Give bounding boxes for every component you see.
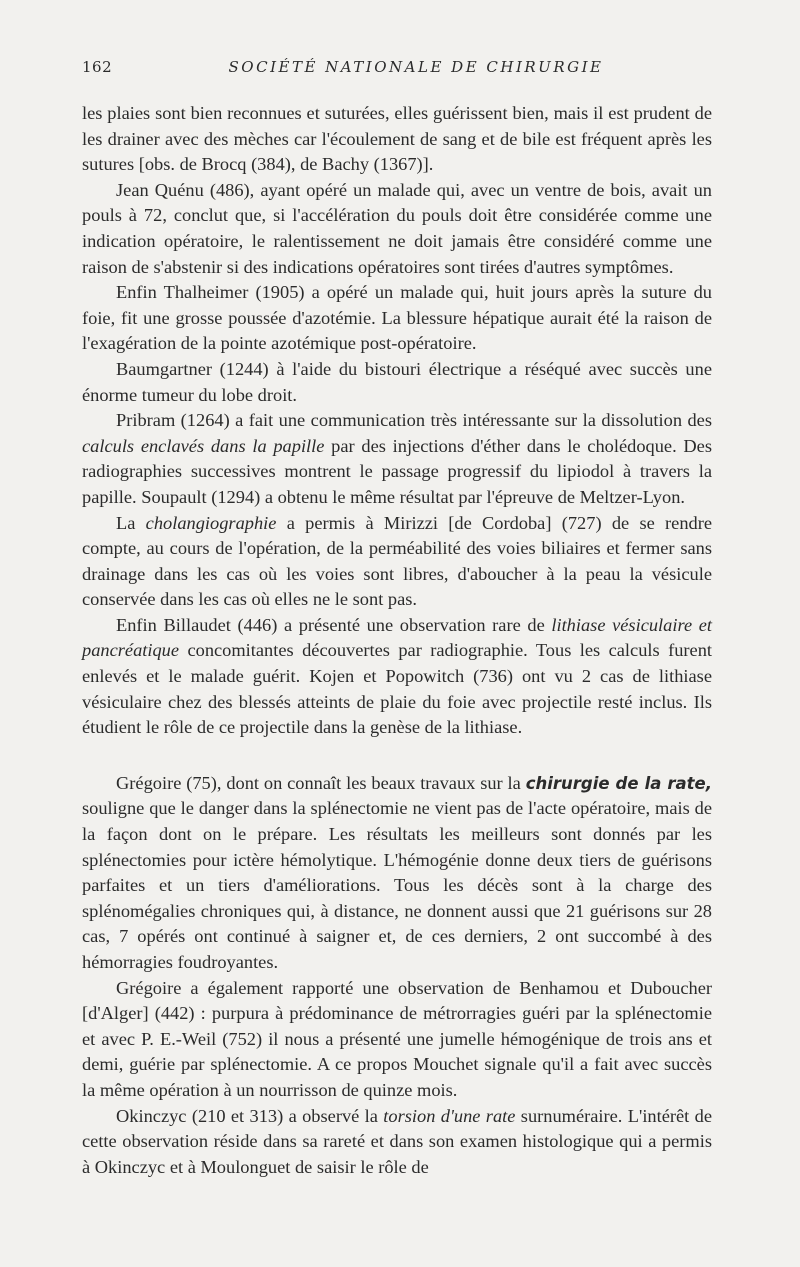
paragraph: Jean Quénu (486), ayant opéré un malade qui, avec un ventre de bois, avait un pouls à 72, conclut que, si l'accélération du pouls doit être considérée comme une indication opératoire, le ralentissement ne doit jamais être considéré comme une raison de s'abstenir si des indications opératoires sont tirées d'autres symptômes. — [82, 179, 712, 277]
paragraph: Baumgartner (1244) à l'aide du bistouri électrique a réséqué avec succès une énorme tumeur du lobe droit. — [82, 358, 712, 405]
running-header — [82, 58, 710, 76]
section-keyword: chirurgie de la rate, — [525, 773, 712, 793]
paragraph: Enfin Thalheimer (1905) a opéré un malade qui, huit jours après la suture du foie, fit une grosse poussée d'azotémie. La blessure hépatique aurait été la raison de l'exagération de la pointe azotémique post-opératoire. — [82, 282, 712, 354]
body-text — [82, 101, 712, 1180]
italic-term: calculs enclavés dans la papille — [82, 435, 325, 456]
paragraph: Grégoire a également rapporté une observation de Benhamou et Duboucher [d'Alger] (442) : purpura à prédominance de métrorragies guéri par la splénectomie et avec P. E.-Weil (752) il nous a présenté une jumelle hémogénique de trois ans et demi, guérie par splénectomie. A ce propos Mouchet signale qu'il a fait avec succès la même opération à un nourrisson de quinze mois. — [82, 977, 712, 1100]
italic-term: lithiase vésiculaire et pancréatique — [82, 614, 712, 661]
italic-term: cholangiographie — [145, 512, 277, 533]
paragraph: Pribram (1264) a fait une communication très intéressante sur la dissolution des calculs enclavés dans la papille par des injections d'éther dans le cholédoque. Des radiographies successives montrent le passage progressif du lipiodol à travers la papille. Soupault (1294) a obtenu le même résultat par l'épreuve de Meltzer-Lyon. — [82, 410, 713, 507]
running-title: SOCIÉTÉ NATIONALE DE CHIRURGIE — [228, 58, 604, 76]
paragraph: Enfin Billaudet (446) a présenté une observation rare de lithiase vésiculaire et pancréatique concomitantes découvertes par radiographie. Tous les calculs furent enlevés et le malade guérit. Kojen et Popowitch (736) ont vu 2 cas de lithiase vésiculaire chez des blessés atteints de plaie du foie avec projectile resté inclus. Ils étudient le rôle de ce projectile dans la genèse de la lithiase. — [82, 614, 712, 738]
page-number: 162 — [82, 58, 113, 76]
paragraph: La cholangiographie a permis à Mirizzi [de Cordoba] (727) de se rendre compte, au cours de l'opération, de la perméabilité des voies biliaires et fermer sans drainage dans les cas où les voies sont libres, d'aboucher à la peau la vésicule conservée dans les cas où elles ne le sont pas. — [82, 512, 713, 610]
paragraph: les plaies sont bien reconnues et suturées, elles guérissent bien, mais il est prudent de les drainer avec des mèches car l'écoulement de sang et de bile est fréquent après les sutures [obs. de Brocq (384), de Bachy (1367)]. — [82, 103, 712, 175]
paragraph: Grégoire (75), dont on connaît les beaux travaux sur la chirurgie de la rate, souligne que le danger dans la splénectomie ne vient pas de l'acte opératoire, mais de la façon dont on le prépare. Les résultats les meilleurs sont donnés par les splénectomies pour ictère hémolytique. L'hémogénie donne deux tiers de guérisons parfaites et un tiers d'améliorations. Tous les décès sont à la charge des splénomégalies chroniques qui, à distance, ne donnent aussi que 21 guérisons sur 28 cas, 7 opérés ont continué à saigner et, de ces derniers, 2 ont succombé à des hémorragies foudroyantes. — [82, 772, 712, 972]
paragraph: Okinczyc (210 et 313) a observé la torsion d'une rate surnuméraire. L'intérêt de cette observation réside dans sa rareté et dans son examen histologique qui a permis à Okinczyc et à Moulonguet de saisir le rôle de — [82, 1105, 713, 1177]
italic-term: torsion d'une rate — [383, 1105, 516, 1126]
